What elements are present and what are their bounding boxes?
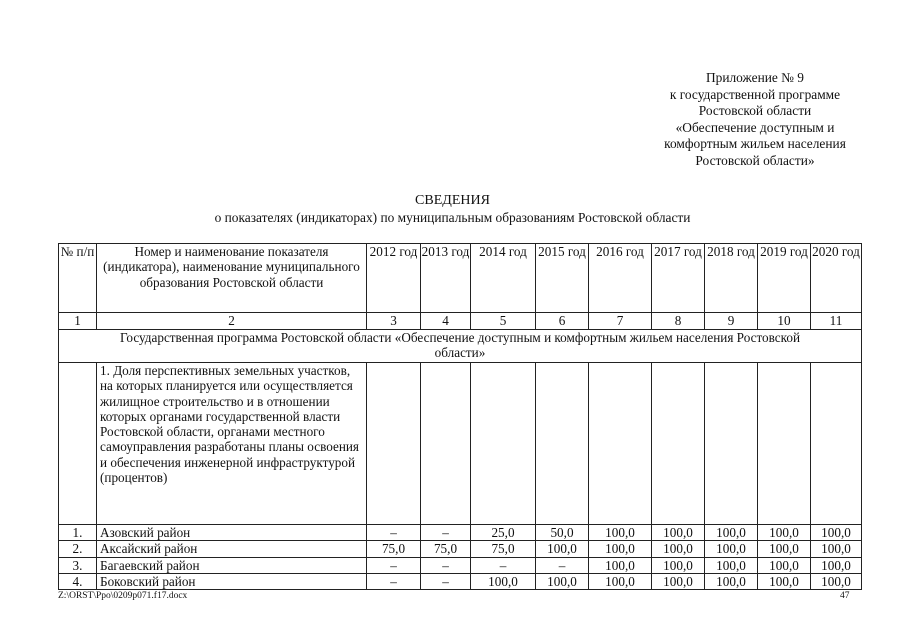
row-value: 25,0: [471, 525, 536, 541]
empty-cell: [536, 363, 589, 525]
row-name: Багаевский район: [97, 557, 367, 573]
empty-cell: [589, 363, 652, 525]
row-value: 100,0: [536, 541, 589, 557]
row-value: 100,0: [758, 525, 811, 541]
empty-cell: [652, 363, 705, 525]
program-row: [59, 330, 862, 363]
indicators-table: [58, 243, 862, 590]
column-number: 3: [367, 313, 421, 330]
empty-cell: [471, 363, 536, 525]
row-value: –: [536, 557, 589, 573]
row-num: 1.: [59, 525, 97, 541]
column-number: 7: [589, 313, 652, 330]
row-value: 100,0: [471, 573, 536, 589]
row-name: Аксайский район: [97, 541, 367, 557]
row-value: –: [421, 573, 471, 589]
header-name: Номер и наименование показателя (индикатора), наименование муниципального образования Ростовской области: [97, 244, 367, 313]
empty-cell: [59, 363, 97, 525]
document-subtitle: о показателях (индикаторах) по муниципальным образованиям Ростовской области: [214, 210, 691, 225]
column-number: 10: [758, 313, 811, 330]
row-value: 100,0: [652, 525, 705, 541]
column-number: 8: [652, 313, 705, 330]
header-year: 2017 год: [652, 244, 705, 313]
row-name: Азовский район: [97, 525, 367, 541]
row-value: 100,0: [589, 557, 652, 573]
program-title: Государственная программа Ростовской области «Обеспечение доступным и комфортным жильем населения Ростовской области»: [59, 330, 862, 363]
column-number: 6: [536, 313, 589, 330]
annex-line: комфортным жильем населения: [664, 136, 846, 152]
row-value: –: [421, 525, 471, 541]
row-value: 100,0: [589, 541, 652, 557]
header-year: 2014 год: [471, 244, 536, 313]
header-num: № п/п: [59, 244, 97, 313]
empty-cell: [421, 363, 471, 525]
table-row: [59, 557, 862, 573]
row-value: 50,0: [536, 525, 589, 541]
column-number: 9: [705, 313, 758, 330]
annex-line: Ростовской области»: [695, 152, 815, 168]
header-year: 2013 год: [421, 244, 471, 313]
row-num: 3.: [59, 557, 97, 573]
empty-cell: [758, 363, 811, 525]
row-value: 100,0: [705, 557, 758, 573]
table-row: [59, 573, 862, 589]
row-value: 100,0: [705, 525, 758, 541]
annex-line: Ростовской области: [698, 103, 812, 119]
table-row: [59, 525, 862, 541]
annex-line: Приложение № 9: [705, 70, 805, 85]
footer-file-path: Z:\ORST\Ppo\0209p071.f17.docx: [58, 591, 188, 601]
header-year: 2020 год: [811, 244, 862, 313]
row-num: 4.: [59, 573, 97, 589]
row-value: –: [471, 557, 536, 573]
row-value: 100,0: [811, 541, 862, 557]
header-year: 2018 год: [705, 244, 758, 313]
annex-block: [600, 70, 905, 170]
row-value: 100,0: [811, 525, 862, 541]
row-value: 100,0: [589, 525, 652, 541]
table-row: [59, 541, 862, 557]
empty-cell: [367, 363, 421, 525]
row-value: 100,0: [652, 573, 705, 589]
row-num: 2.: [59, 541, 97, 557]
column-number: 4: [421, 313, 471, 330]
document-title: СВЕДЕНИЯ: [415, 193, 490, 208]
indicator-row: [59, 363, 862, 525]
row-value: –: [367, 557, 421, 573]
row-value: 100,0: [589, 573, 652, 589]
row-value: 100,0: [652, 557, 705, 573]
header-year: 2016 год: [589, 244, 652, 313]
row-value: 100,0: [536, 573, 589, 589]
row-name: Боковский район: [97, 573, 367, 589]
row-value: –: [421, 557, 471, 573]
table-header-row: [59, 244, 862, 313]
header-year: 2019 год: [758, 244, 811, 313]
row-value: 100,0: [758, 557, 811, 573]
header-year: 2012 год: [367, 244, 421, 313]
row-value: 75,0: [367, 541, 421, 557]
row-value: 100,0: [705, 573, 758, 589]
column-number: 11: [811, 313, 862, 330]
row-value: 100,0: [811, 573, 862, 589]
row-value: 75,0: [471, 541, 536, 557]
row-value: 100,0: [705, 541, 758, 557]
column-number-row: [59, 313, 862, 330]
row-value: 75,0: [421, 541, 471, 557]
row-value: 100,0: [811, 557, 862, 573]
row-value: 100,0: [758, 573, 811, 589]
empty-cell: [705, 363, 758, 525]
row-value: 100,0: [652, 541, 705, 557]
column-number: 1: [59, 313, 97, 330]
row-value: –: [367, 525, 421, 541]
column-number: 5: [471, 313, 536, 330]
footer-page-number: 47: [840, 591, 850, 601]
annex-line: к государственной программе: [669, 86, 841, 102]
column-number: 2: [97, 313, 367, 330]
row-value: –: [367, 573, 421, 589]
annex-line: «Обеспечение доступным и: [675, 119, 835, 135]
header-year: 2015 год: [536, 244, 589, 313]
row-value: 100,0: [758, 541, 811, 557]
indicator-title: 1. Доля перспективных земельных участков, на которых планируется или осуществляется жилищное строительство и в отношении которых органами государственной власти Ростовской области, органами местного самоуправления разработаны планы освоения и обеспечения инженерной инфраструктурой (процентов): [97, 363, 367, 525]
empty-cell: [811, 363, 862, 525]
